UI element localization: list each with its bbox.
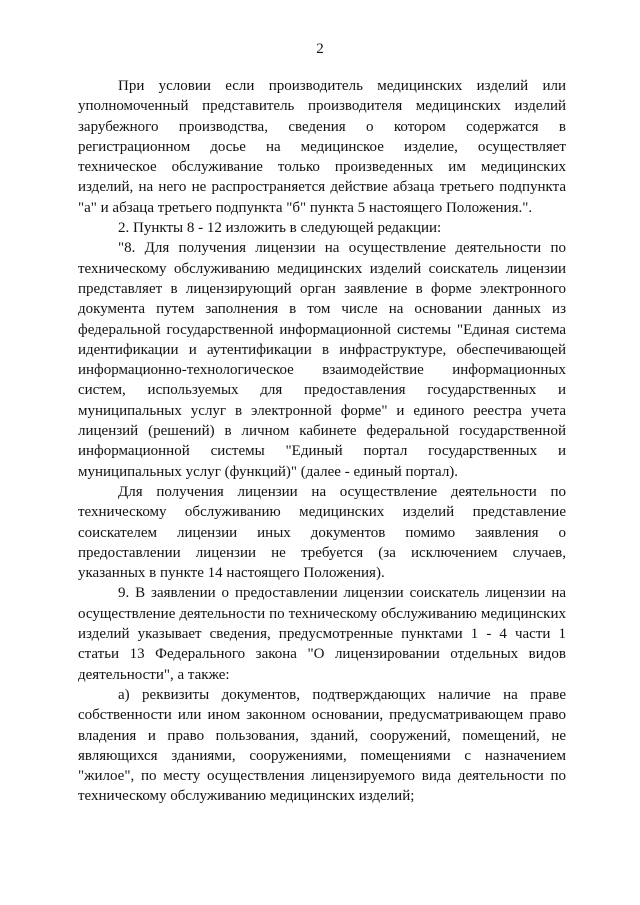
paragraph-amendment-intro: 2. Пункты 8 - 12 изложить в следующей редакции: (118, 220, 442, 237)
document-body (78, 76, 566, 807)
paragraph-item-8-documents: Для получения лицензии на осуществление деятельности по техническому обслуживанию медицинских изделий представление соискателем лицензии иных документов помимо заявления о предоставлении лицензии не требуется (за исключением случаев, указанных в пункте 14 настоящего Положения). (78, 483, 566, 582)
paragraph-item-9: 9. В заявлении о предоставлении лицензии соискатель лицензии на осуществление деятельности по техническому обслуживанию медицинских изделий указывает сведения, предусмотренные пунктами 1 - 4 части 1 статьи 13 Федерального закона "О лицензировании отдельных видов деятельности", а также: (78, 585, 566, 683)
paragraph-item-8: "8. Для получения лицензии на осуществление деятельности по техническому обслуживанию медицинских изделий соискатель лицензии представляет в лицензирующий орган заявление в форме электронного документа путем заполнения в том числе на основании данных из федеральной государственной информационной системы "Единая система идентификации и аутентификации в инфраструктуре, обеспечивающей информационно-технологическое взаимодействие информационных систем, используемых для предоставления государственных и муниципальных услуг в электронной форме" и единого реестра учета лицензий (решений) в личном кабинете федеральной государственной информационной системы "Единый портал государственных и муниципальных услуг (функций)" (далее - единый портал). (78, 240, 566, 480)
paragraph-item-9-a: а) реквизиты документов, подтверждающих наличие на праве собственности или ином законном основании, предусматривающем право владения и право пользования, зданий, сооружений, помещений, не являющихся зданиями, сооружениями, помещениями с назначением "жилое", по месту осуществления лицензируемого вида деятельности по техническому обслуживанию медицинских изделий; (78, 686, 566, 805)
page-number: 2 (316, 41, 324, 57)
paragraph-exception-clause: При условии если производитель медицинских изделий или уполномоченный представитель производителя медицинских изделий зарубежного производства, сведения о котором содержатся в регистрационном досье на медицинское изделие, осуществляет техническое обслуживание только произведенных им медицинских изделий, на него не распространяется действие абзаца третьего подпункта "а" и абзаца третьего подпункта "б" пункта 5 настоящего Положения.". (78, 78, 566, 216)
